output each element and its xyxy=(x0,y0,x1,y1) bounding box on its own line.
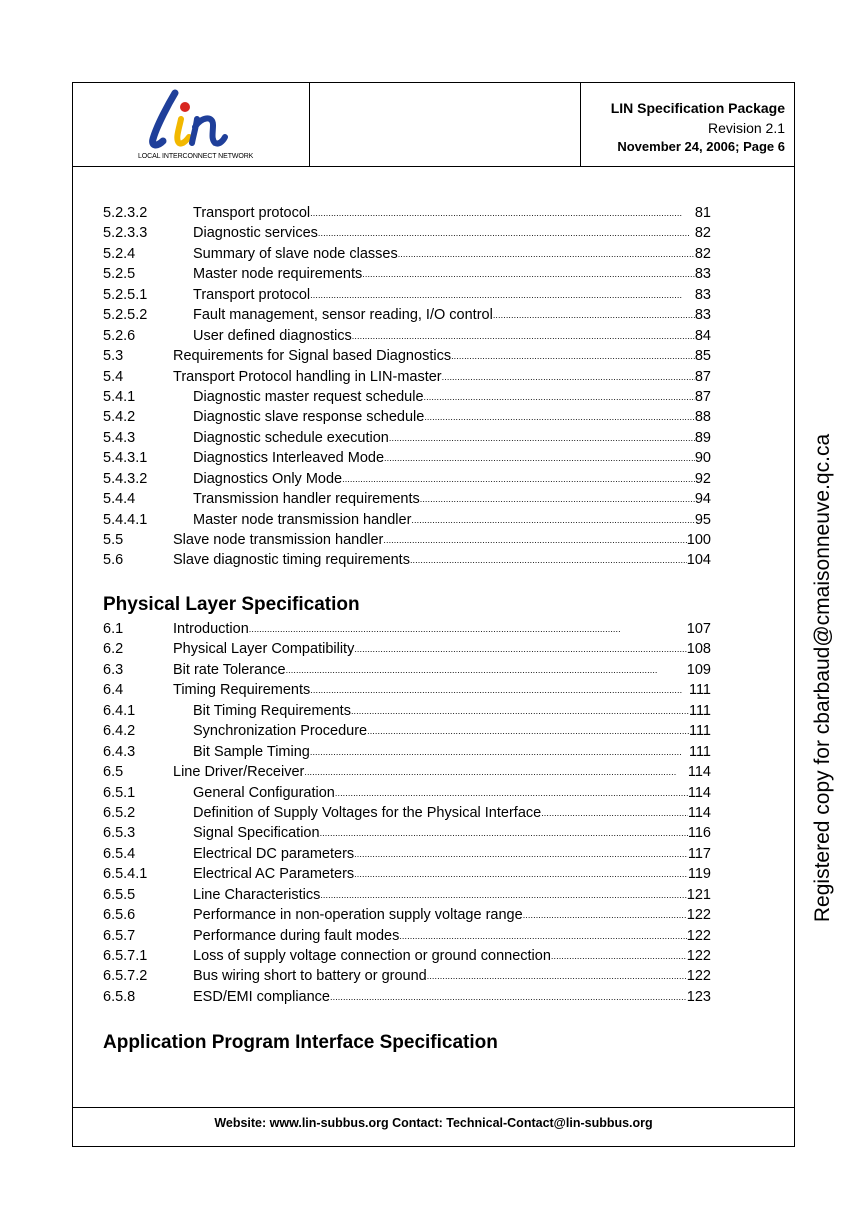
toc-entry[interactable] xyxy=(103,905,711,925)
logo-cell xyxy=(73,83,310,166)
toc-entry-number: 6.5.5 xyxy=(103,886,136,903)
toc-entry-number: 6.5.6 xyxy=(103,907,136,924)
toc-entry-number: 6.5.7.2 xyxy=(103,968,148,985)
toc-entry-line xyxy=(173,639,711,659)
toc-entry-title[interactable]: Slave node transmission handler xyxy=(173,532,384,548)
toc-entry-number: 5.4 xyxy=(103,368,124,385)
toc-entry-number: 5.4.4 xyxy=(103,491,136,508)
toc-dot-leader xyxy=(541,803,688,823)
toc-entry-title[interactable]: Diagnostic services xyxy=(193,225,318,242)
toc-entry-number: 5.4.3.2 xyxy=(103,470,148,487)
toc-entry[interactable] xyxy=(103,946,711,966)
footer-text: Website: www.lin-subbus.org Contact: Technical-Contact@lin-subbus.org xyxy=(214,1116,653,1130)
toc-entry[interactable] xyxy=(103,823,711,843)
toc-entry-page[interactable]: 82 xyxy=(694,245,711,262)
toc-entry-number: 6.4.3 xyxy=(103,743,136,760)
toc-entry-page[interactable]: 114 xyxy=(687,764,711,781)
toc-dot-leader xyxy=(398,244,695,264)
toc-entry[interactable] xyxy=(103,203,711,223)
toc-entry-title[interactable]: Timing Requirements xyxy=(173,682,311,699)
toc-entry-title[interactable]: Signal Specification xyxy=(193,825,320,842)
toc-entry-line xyxy=(193,448,711,468)
toc-block-chapter-6 xyxy=(103,619,711,1007)
toc-entry-line xyxy=(193,305,711,325)
toc-entry-number: 5.4.4.1 xyxy=(103,511,148,528)
toc-entry-page[interactable]: 111 xyxy=(688,743,711,760)
toc-dot-leader xyxy=(420,489,695,509)
toc-entry-page[interactable]: 122 xyxy=(686,968,711,985)
toc-entry[interactable] xyxy=(103,680,711,700)
toc-entry-page[interactable]: 88 xyxy=(694,409,711,426)
toc-entry[interactable] xyxy=(103,742,711,762)
toc-entry-line xyxy=(173,530,711,550)
toc-entry-page[interactable]: 104 xyxy=(686,552,711,569)
toc-entry-title[interactable]: Transport Protocol handling in LIN-master xyxy=(173,368,442,385)
toc-entry-title[interactable]: Fault management, sensor reading, I/O control xyxy=(193,307,493,324)
toc-entry-page[interactable]: 122 xyxy=(686,927,711,944)
toc-entry-page[interactable]: 95 xyxy=(694,511,711,528)
toc-dot-leader xyxy=(310,285,695,305)
toc-entry-title[interactable]: Diagnostics Only Mode xyxy=(193,470,343,487)
section-heading-physical: Physical Layer Specification xyxy=(103,594,360,615)
toc-entry-title[interactable]: Master node transmission handler xyxy=(193,511,412,528)
toc-entry-page[interactable]: 111 xyxy=(688,682,711,699)
toc-entry-title[interactable]: Electrical AC Parameters xyxy=(193,866,355,883)
toc-entry-number: 6.5.4.1 xyxy=(103,866,148,883)
toc-entry-title[interactable]: Transport protocol xyxy=(193,286,311,303)
toc-entry[interactable] xyxy=(103,721,711,741)
toc-entry-number: 6.5.8 xyxy=(103,988,136,1005)
toc-dot-leader xyxy=(410,550,687,570)
toc-entry-title[interactable]: General Configuration xyxy=(193,784,335,801)
toc-entry-line xyxy=(193,987,711,1007)
toc-entry-line xyxy=(193,885,711,905)
toc-entry-page[interactable]: 109 xyxy=(686,661,711,678)
toc-entry-line xyxy=(193,844,711,864)
toc-entry-title[interactable]: Bit Sample Timing xyxy=(193,743,310,760)
toc-entry[interactable] xyxy=(103,387,711,407)
toc-dot-leader xyxy=(399,926,686,946)
toc-entry-page[interactable]: 123 xyxy=(686,988,711,1005)
toc-dot-leader xyxy=(310,203,695,223)
toc-entry-line xyxy=(193,701,711,721)
toc-entry-title[interactable]: Loss of supply voltage connection or ground connection xyxy=(193,948,551,964)
toc-entry-title[interactable]: Transmission handler requirements xyxy=(193,491,420,508)
toc-entry-line xyxy=(193,721,711,741)
toc-entry-line xyxy=(193,803,711,823)
toc-dot-leader xyxy=(354,864,688,884)
toc-entry-page[interactable]: 82 xyxy=(694,225,711,242)
toc-entry-page[interactable]: 85 xyxy=(694,348,711,365)
toc-entry-number: 5.2.5.2 xyxy=(103,307,148,324)
toc-entry-title[interactable]: Bus wiring short to battery or ground xyxy=(193,968,427,985)
toc-entry-line xyxy=(193,469,711,489)
toc-entry-page[interactable]: 83 xyxy=(694,266,711,283)
toc-dot-leader xyxy=(318,223,695,243)
toc-entry-page[interactable]: 114 xyxy=(687,784,711,801)
toc-entry[interactable] xyxy=(103,305,711,325)
toc-entry-title[interactable]: User defined diagnostics xyxy=(193,327,352,344)
toc-entry-line xyxy=(193,946,711,966)
toc-entry-page[interactable]: 83 xyxy=(694,307,711,324)
toc-entry-line xyxy=(173,619,711,639)
toc-entry-line xyxy=(193,926,711,946)
toc-dot-leader xyxy=(384,448,695,468)
toc-dot-leader xyxy=(424,407,695,427)
toc-entry[interactable] xyxy=(103,660,711,680)
toc-entry[interactable] xyxy=(103,803,711,823)
toc-entry-title[interactable]: Introduction xyxy=(173,621,249,637)
toc-dot-leader xyxy=(551,946,687,966)
toc-entry-page[interactable]: 111 xyxy=(688,702,711,719)
toc-entry[interactable] xyxy=(103,550,711,570)
toc-entry-title[interactable]: Diagnostic slave response schedule xyxy=(193,409,425,426)
toc-entry-number: 5.3 xyxy=(103,348,124,365)
toc-entry-number: 5.4.3.1 xyxy=(103,450,148,467)
toc-entry-title[interactable]: Bit Timing Requirements xyxy=(193,702,351,719)
toc-entry-page[interactable]: 122 xyxy=(686,907,711,924)
toc-entry-number: 6.4 xyxy=(103,682,124,699)
toc-entry[interactable] xyxy=(103,510,711,530)
toc-entry[interactable] xyxy=(103,885,711,905)
toc-entry-title[interactable]: Synchronization Procedure xyxy=(193,723,368,740)
toc-dot-leader xyxy=(451,346,695,366)
toc-entry-number: 6.2 xyxy=(103,641,124,658)
toc-entry-number: 6.5.4 xyxy=(103,845,136,862)
toc-entry[interactable] xyxy=(103,489,711,509)
watermark-text: Registered copy for cbarbaud@cmaisonneuve.qc.ca xyxy=(811,433,834,923)
toc-entry[interactable] xyxy=(103,326,711,346)
toc-entry-line xyxy=(193,428,711,448)
toc-entry-line xyxy=(193,864,711,884)
toc-entry-line xyxy=(193,783,711,803)
toc-entry-line xyxy=(173,346,711,366)
toc-entry-line xyxy=(173,762,711,782)
toc-dot-leader xyxy=(249,619,687,639)
toc-dot-leader xyxy=(362,264,695,284)
toc-entry-line xyxy=(193,387,711,407)
toc-dot-leader xyxy=(330,987,687,1007)
toc-entry-title[interactable]: Bit rate Tolerance xyxy=(173,661,286,678)
toc-entry-title[interactable]: Line Driver/Receiver xyxy=(173,764,305,781)
toc-dot-leader xyxy=(342,469,695,489)
toc-entry-number: 6.5.1 xyxy=(103,784,136,801)
toc-entry[interactable] xyxy=(103,346,711,366)
toc-entry-line xyxy=(193,223,711,243)
toc-dot-leader xyxy=(493,305,695,325)
toc-entry-title[interactable]: Performance in non-operation supply voltage range xyxy=(193,907,523,924)
toc-entry-number: 5.4.3 xyxy=(103,429,136,446)
toc-dot-leader xyxy=(351,701,689,721)
toc-dot-leader xyxy=(411,510,694,530)
toc-entry[interactable] xyxy=(103,783,711,803)
toc-entry-title[interactable]: Master node requirements xyxy=(193,266,363,283)
toc-entry[interactable] xyxy=(103,987,711,1007)
toc-entry-page[interactable]: 87 xyxy=(694,388,711,405)
toc-entry-page[interactable]: 87 xyxy=(694,368,711,385)
toc-entry-number: 5.2.6 xyxy=(103,327,136,344)
toc-entry[interactable] xyxy=(103,844,711,864)
toc-entry-number: 5.2.5.1 xyxy=(103,286,148,303)
toc-entry-title[interactable]: Diagnostic schedule execution xyxy=(193,429,389,446)
toc-entry-number: 5.5 xyxy=(103,532,124,548)
toc-entry-number: 5.2.3.2 xyxy=(103,205,148,221)
toc-entry-page[interactable]: 90 xyxy=(694,450,711,467)
toc-entry-title[interactable]: Transport protocol xyxy=(193,205,311,221)
toc-entry-title[interactable]: Physical Layer Compatibility xyxy=(173,641,355,658)
toc-entry[interactable] xyxy=(103,619,711,639)
toc-entry-page[interactable]: 107 xyxy=(686,621,711,637)
toc-entry-page[interactable]: 119 xyxy=(687,866,711,883)
toc-entry[interactable] xyxy=(103,448,711,468)
toc-dot-leader xyxy=(304,762,688,782)
toc-entry-number: 6.5.2 xyxy=(103,804,136,821)
header-blank-cell xyxy=(310,83,581,166)
toc-entry-page[interactable]: 117 xyxy=(687,845,711,862)
toc-entry-line xyxy=(193,966,711,986)
toc-entry-number: 6.3 xyxy=(103,661,124,678)
toc-entry[interactable] xyxy=(103,639,711,659)
toc-entry-number: 5.2.3.3 xyxy=(103,225,148,242)
toc-entry-number: 6.5.7.1 xyxy=(103,948,148,964)
toc-entry-page[interactable]: 116 xyxy=(687,825,711,842)
toc-entry-number: 5.6 xyxy=(103,552,124,569)
toc-entry-line xyxy=(193,285,711,305)
toc-entry[interactable] xyxy=(103,762,711,782)
toc-entry-line xyxy=(193,510,711,530)
toc-entry[interactable] xyxy=(103,701,711,721)
toc-entry-number: 5.4.2 xyxy=(103,409,136,426)
toc-dot-leader xyxy=(320,885,686,905)
toc-entry-line xyxy=(173,550,711,570)
toc-entry[interactable] xyxy=(103,926,711,946)
toc-dot-leader xyxy=(442,367,695,387)
toc-entry-line xyxy=(193,489,711,509)
toc-entry-line xyxy=(173,660,711,680)
toc-dot-leader xyxy=(389,428,695,448)
toc-entry[interactable] xyxy=(103,428,711,448)
toc-dot-leader xyxy=(352,326,695,346)
toc-entry-line xyxy=(173,680,711,700)
toc-dot-leader xyxy=(310,742,689,762)
toc-entry-line xyxy=(193,905,711,925)
toc-entry-number: 6.4.1 xyxy=(103,702,136,719)
toc-entry-number: 6.5.7 xyxy=(103,927,136,944)
toc-dot-leader xyxy=(354,844,688,864)
toc-entry-title[interactable]: Definition of Supply Voltages for the Physical Interface xyxy=(193,804,542,821)
toc-entry[interactable] xyxy=(103,244,711,264)
toc-entry-page[interactable]: 84 xyxy=(694,327,711,344)
toc-dot-leader xyxy=(310,680,689,700)
toc-entry-title[interactable]: Diagnostics Interleaved Mode xyxy=(193,450,385,467)
toc-entry-title[interactable]: Diagnostic master request schedule xyxy=(193,388,424,405)
toc-dot-leader xyxy=(320,823,688,843)
toc-entry-number: 5.2.5 xyxy=(103,266,136,283)
toc-dot-leader xyxy=(523,905,687,925)
page-header xyxy=(73,83,794,167)
toc-entry-number: 6.5 xyxy=(103,764,124,781)
package-title: LIN Specification Package xyxy=(610,100,785,116)
toc-dot-leader xyxy=(367,721,689,741)
toc-entry-page[interactable]: 121 xyxy=(686,886,711,903)
toc-dot-leader xyxy=(424,387,695,407)
logo-subtitle: LOCAL INTERCONNECT NETWORK xyxy=(138,153,254,160)
toc-entry-title[interactable]: Performance during fault modes xyxy=(193,927,400,944)
toc-entry-number: 6.4.2 xyxy=(103,723,136,740)
toc-entry-page[interactable]: 114 xyxy=(687,804,711,821)
toc-entry-line xyxy=(193,326,711,346)
toc-entry[interactable] xyxy=(103,469,711,489)
toc-entry-page[interactable]: 89 xyxy=(694,429,711,446)
toc-entry[interactable] xyxy=(103,285,711,305)
toc-dot-leader xyxy=(427,966,687,986)
toc-entry[interactable] xyxy=(103,264,711,284)
toc-entry[interactable] xyxy=(103,407,711,427)
toc-dot-leader xyxy=(354,639,686,659)
toc-entry-page[interactable]: 100 xyxy=(686,532,711,548)
toc-entry[interactable] xyxy=(103,367,711,387)
toc-entry-page[interactable]: 94 xyxy=(694,491,711,508)
toc-dot-leader xyxy=(335,783,688,803)
toc-entry-line xyxy=(193,264,711,284)
toc-dot-leader xyxy=(383,530,686,550)
toc-entry-line xyxy=(193,823,711,843)
toc-entry-title[interactable]: Slave diagnostic timing requirements xyxy=(173,552,410,569)
lin-logo xyxy=(139,89,249,151)
toc-entry-number: 5.2.4 xyxy=(103,245,136,262)
toc-entry-line xyxy=(193,244,711,264)
toc-entry-line xyxy=(193,203,711,223)
date-page-label: November 24, 2006; Page 6 xyxy=(617,139,785,154)
header-info-cell xyxy=(581,83,794,166)
toc-entry-page[interactable]: 111 xyxy=(688,723,711,740)
toc-block-chapter-5 xyxy=(103,203,711,571)
toc-entry[interactable] xyxy=(103,530,711,550)
toc-entry-number: 6.5.3 xyxy=(103,825,136,842)
toc-entry-title[interactable]: Requirements for Signal based Diagnostics xyxy=(173,348,452,365)
toc-entry-page[interactable]: 108 xyxy=(686,641,711,658)
toc-entry-page[interactable]: 83 xyxy=(694,286,711,303)
toc-entry[interactable] xyxy=(103,966,711,986)
toc-entry[interactable] xyxy=(103,223,711,243)
revision-label: Revision 2.1 xyxy=(707,120,785,136)
toc-entry[interactable] xyxy=(103,864,711,884)
toc-entry-line xyxy=(193,407,711,427)
toc-entry-title[interactable]: ESD/EMI compliance xyxy=(193,988,330,1005)
section-heading-api: Application Program Interface Specification xyxy=(103,1032,498,1053)
toc-entry-title[interactable]: Summary of slave node classes xyxy=(193,245,398,262)
toc-entry-line xyxy=(173,367,711,387)
toc-entry-page[interactable]: 81 xyxy=(694,205,711,221)
toc-entry-page[interactable]: 122 xyxy=(686,948,711,964)
toc-entry-line xyxy=(193,742,711,762)
page-footer xyxy=(73,1107,794,1147)
toc-entry-title[interactable]: Electrical DC parameters xyxy=(193,845,355,862)
toc-entry-page[interactable]: 92 xyxy=(694,470,711,487)
toc-entry-number: 5.4.1 xyxy=(103,388,136,405)
toc-dot-leader xyxy=(286,660,687,680)
toc-entry-number: 6.1 xyxy=(103,621,124,637)
toc-entry-title[interactable]: Line Characteristics xyxy=(193,886,321,903)
